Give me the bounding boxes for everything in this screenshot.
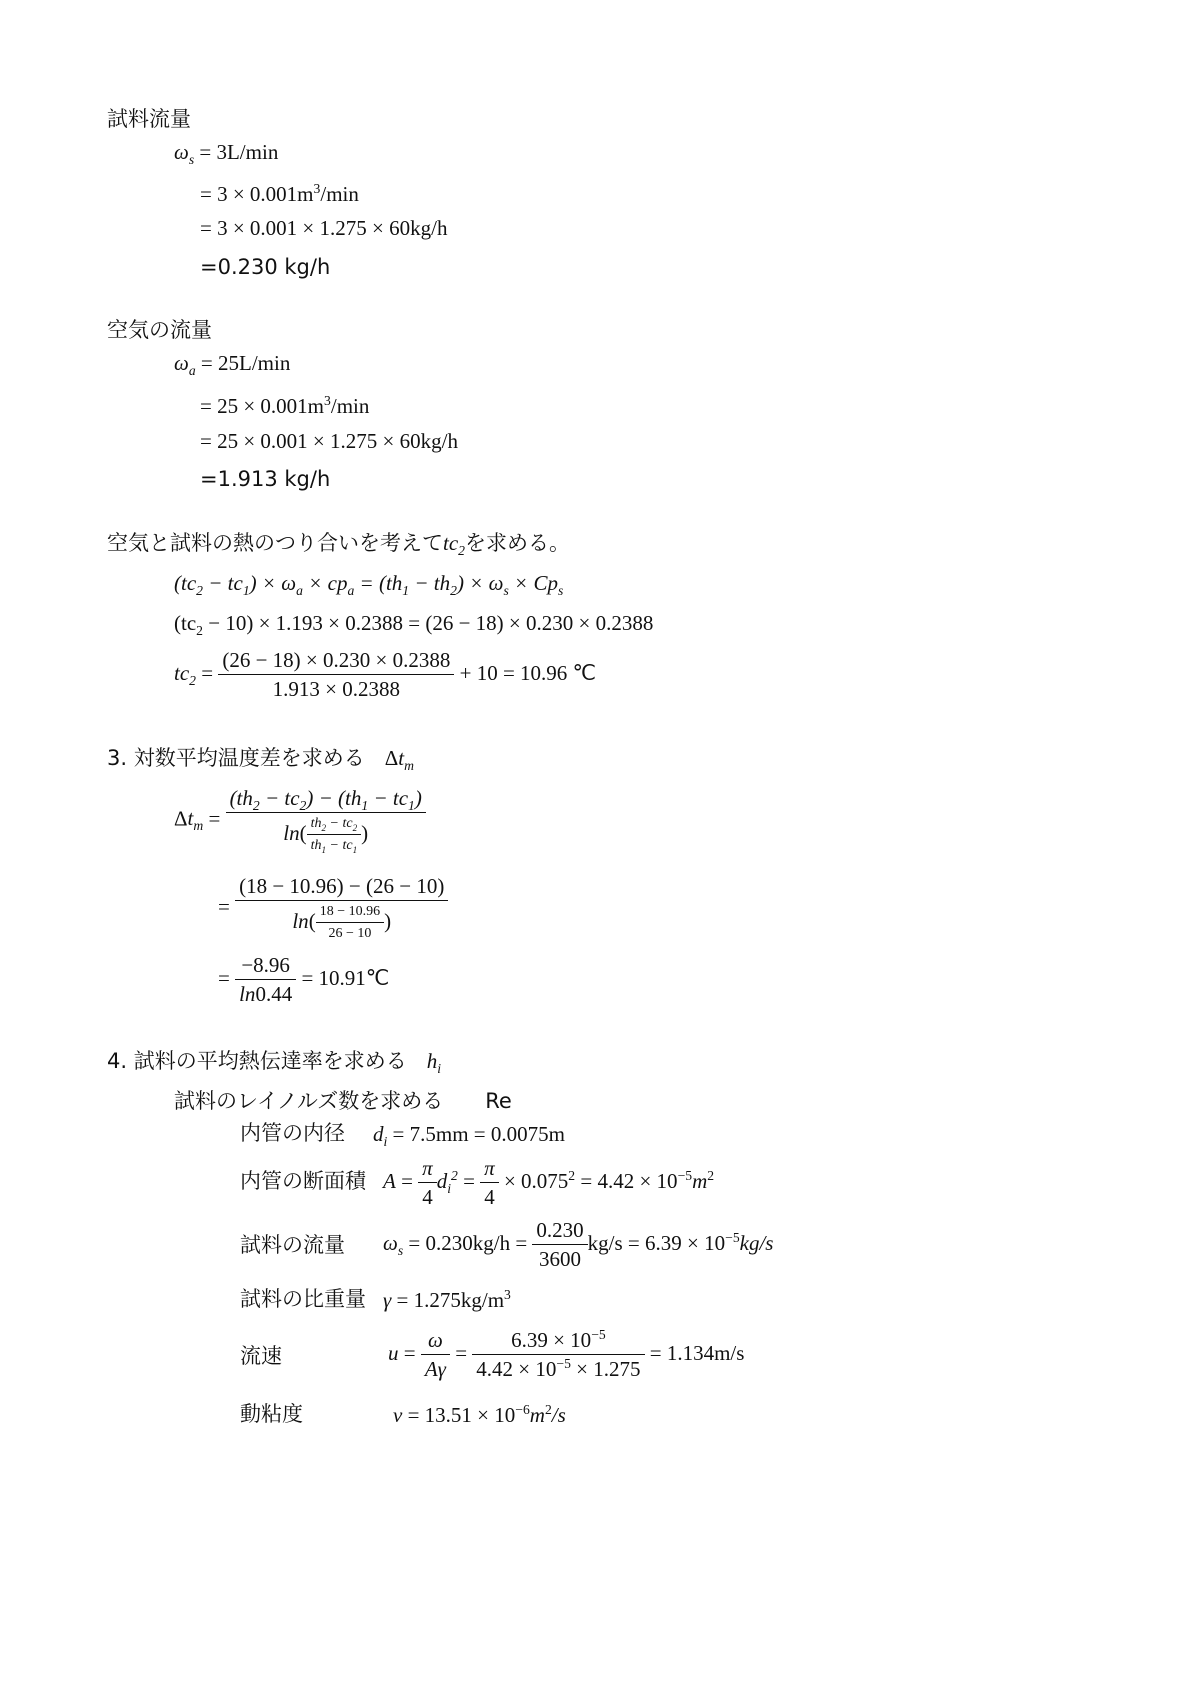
fraction: $\frac{-8.96}{\ln 0.44}$ bbox=[235, 955, 296, 1005]
result-sample-flow: =0.230 kg/h bbox=[200, 255, 331, 279]
eq-air-flow-1: $\omega_a = 25L/\min$ bbox=[174, 351, 291, 379]
numerator: 0.230 bbox=[532, 1220, 587, 1245]
label-sample-flow: 試料の流量 bbox=[240, 1233, 345, 1257]
section-heading-heat-transfer: 4. 試料の平均熱伝達率を求める $h_i$ bbox=[107, 1049, 442, 1077]
eq-text: kg/s = 6.39 × 10 bbox=[587, 1230, 726, 1255]
sub-heading-reynolds bbox=[174, 1091, 512, 1112]
eq-lmtd-3: = $\frac{-8.96}{\ln 0.44}$ = 10.91℃ bbox=[218, 953, 390, 1006]
numerator: 6.39 × 10 bbox=[511, 1328, 592, 1352]
eq-heat-balance-2: $(tc_2 - 10) \times 1.193 \times 0.2388 = (26 - 18) \times 0.230 \times 0.2388$ bbox=[174, 611, 654, 639]
eq-sample-flow-3: = 3 × 0.001 × 1.275 × 60kg/h bbox=[200, 216, 448, 240]
eq-cross-section: A = $\frac{\pi}{4}$ $d_i^2$ = $\frac{\pi}{4}$ × $0.075^2 = 4.42 \times 10^{-5}m^2$ bbox=[383, 1156, 715, 1209]
eq-text: = 25 × 0.001m bbox=[200, 394, 325, 418]
denominator: 3600 bbox=[539, 1247, 582, 1271]
eq-lmtd-1: $\Delta t_m$ = $(th_2 - tc_2) - (th_1 - tc_1)$ ln( $\frac{th_2 - tc_2}{th_1 - tc_1}$ ) bbox=[174, 788, 426, 853]
eq-text: = 1.275kg/m bbox=[391, 1288, 505, 1312]
heading-text: 試料のレイノルズ数を求める bbox=[174, 1089, 444, 1113]
eq-sample-flow-1: $\omega_s = 3L/\min$ bbox=[174, 140, 279, 168]
eq-heat-balance-1: $(tc_2 - tc_1) \times \omega_a \times cp_a = (th_1 - th_2) \times \omega_s \times Cp_s$ bbox=[174, 571, 564, 599]
eq-sample-flow-kgs: $\omega_s = 0.230kg/h$ = $\frac{0.230}{3600}$ $kg/s = 6.39 \times 10^{-5}kg/s$ bbox=[383, 1218, 774, 1271]
eq-air-flow-3: = 25 × 0.001 × 1.275 × 60kg/h bbox=[200, 429, 458, 453]
inner-denominator: 26 − 10 bbox=[328, 926, 372, 941]
eq-inner-diameter: $d_i = 7.5mm = 0.0075m$ bbox=[373, 1122, 565, 1150]
numerator: −8.96 bbox=[235, 955, 296, 980]
eq-text: = 13.51 × 10 bbox=[402, 1403, 516, 1427]
eq-sample-flow-2: = $3 \times 0.001m^3/\min$ bbox=[200, 181, 359, 206]
eq-text: = 25L/min bbox=[200, 351, 291, 375]
eq-text: = 1.134m/s bbox=[644, 1340, 745, 1365]
eq-text: + 10 = 10.96 ℃ bbox=[454, 660, 597, 685]
numerator: (26 − 18) × 0.230 × 0.2388 bbox=[218, 650, 454, 675]
denominator-tail: × 1.275 bbox=[570, 1357, 641, 1381]
eq-text: = 3 × 0.001m bbox=[200, 182, 314, 206]
result-air-flow: =1.913 kg/h bbox=[200, 467, 331, 491]
reynolds-symbol: Re bbox=[485, 1089, 512, 1113]
label-kinematic-viscosity: 動粘度 bbox=[240, 1402, 303, 1426]
eq-unit: /min bbox=[330, 394, 370, 418]
eq-text: = 0.230kg/h = bbox=[403, 1230, 533, 1255]
fraction: $(th_2 - tc_2) - (th_1 - tc_1)$ ln( $\frac{th_2 - tc_2}{th_1 - tc_1}$ ) bbox=[226, 788, 426, 853]
heading-text: 4. 試料の平均熱伝達率を求める bbox=[107, 1049, 407, 1073]
eq-text: − 10) × 1.193 × 0.2388 = (26 − 18) × 0.230 × 0.2388 bbox=[202, 611, 654, 635]
eq-text: = 4.42 × 10 bbox=[575, 1168, 678, 1193]
eq-unit: /min bbox=[320, 182, 359, 206]
eq-specific-weight: $\gamma = 1.275kg/m^3$ bbox=[383, 1287, 511, 1312]
eq-text: × 0.075 bbox=[498, 1168, 569, 1193]
eq-velocity: u = $\frac{\omega}{A\gamma}$ = $\frac{6.39 \times 10^{-5}}{4.42 \times 10^{-5} \times 1.275}$ = 1.134m/s bbox=[388, 1327, 745, 1381]
label-cross-section: 内管の断面積 bbox=[240, 1169, 366, 1193]
heading-text: 空気と試料の熱のつり合いを考えて bbox=[107, 531, 443, 555]
fraction bbox=[218, 650, 454, 700]
label-inner-diameter: 内管の内径 bbox=[240, 1121, 345, 1145]
inner-numerator: 18 − 10.96 bbox=[316, 905, 384, 923]
eq-text: = 7.5mm = 0.0075m bbox=[387, 1122, 565, 1146]
section-heading-lmtd: 3. 対数平均温度差を求める $\Delta t_m$ bbox=[107, 746, 414, 774]
eq-text: = 10.91℃ bbox=[296, 965, 390, 990]
eq-heat-balance-3: $tc_2$ = $\frac{(26 - 18) \times 0.230 \times 0.2388}{1.913 \times 0.2388}$ + 10 = 10.96 ℃ bbox=[174, 648, 597, 701]
label-specific-weight: 試料の比重量 bbox=[240, 1287, 366, 1311]
label-velocity: 流速 bbox=[240, 1344, 282, 1368]
denominator: 4.42 × 10 bbox=[476, 1357, 557, 1381]
eq-air-flow-2: = $25 \times 0.001m^3/\min$ bbox=[200, 393, 370, 418]
denominator: 0.44 bbox=[255, 982, 293, 1006]
section-heading-heat-balance: 空気と試料の熱のつり合いを考えて$tc_2$を求める。 bbox=[107, 531, 570, 559]
eq-text: (tc bbox=[174, 611, 197, 635]
fraction: (18 − 10.96) − (26 − 10) ln( $\frac{18 - 10.96}{26 - 10}$ ) bbox=[235, 876, 448, 941]
eq-lmtd-2: = (18 − 10.96) − (26 − 10) ln( $\frac{18 - 10.96}{26 - 10}$ ) bbox=[218, 876, 448, 941]
heading-text: 3. 対数平均温度差を求める bbox=[107, 746, 365, 770]
denominator: 1.913 × 0.2388 bbox=[272, 677, 401, 701]
section-heading-air-flow: 空気の流量 bbox=[107, 318, 212, 342]
heading-text: を求める。 bbox=[464, 531, 570, 555]
eq-kinematic-viscosity: $\nu = 13.51 \times 10^{-6}m^2/s$ bbox=[393, 1402, 566, 1427]
numerator: (18 − 10.96) − (26 − 10) bbox=[235, 876, 448, 901]
eq-text: = 3L/min bbox=[199, 140, 279, 164]
section-heading-sample-flow: 試料流量 bbox=[107, 107, 191, 131]
